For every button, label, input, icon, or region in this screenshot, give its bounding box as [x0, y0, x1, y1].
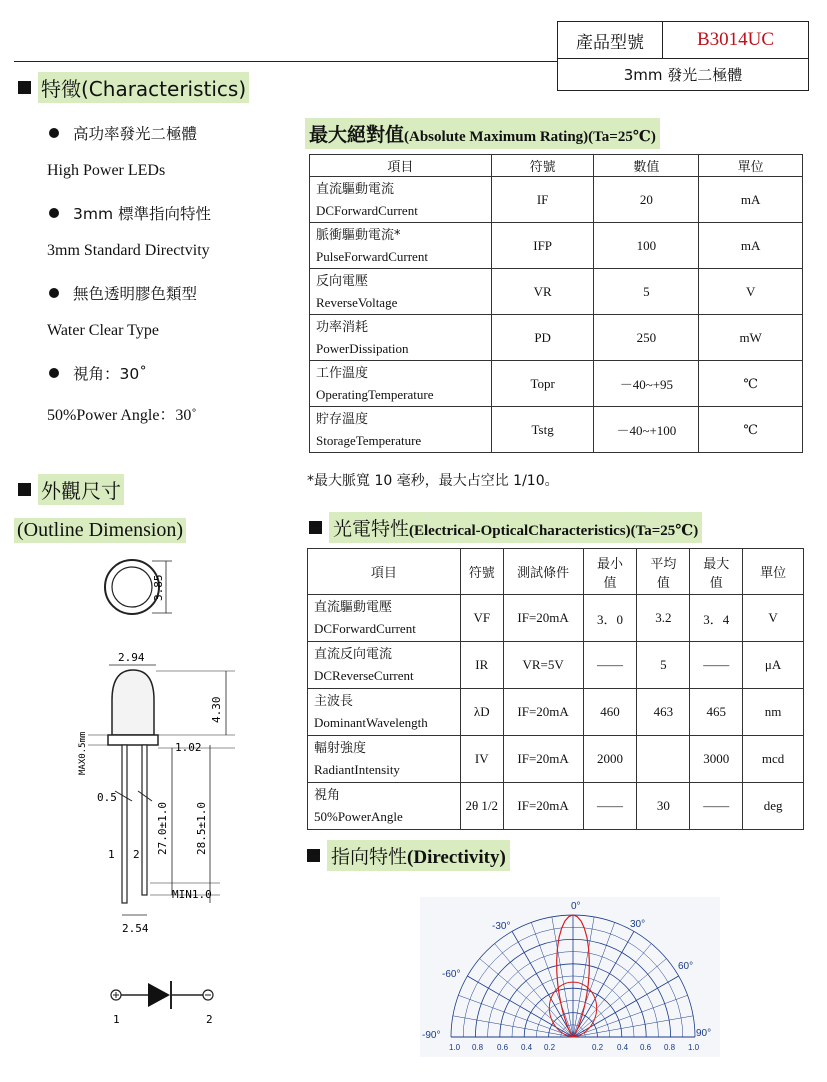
dim-lead-thickness: 0.5 — [97, 791, 117, 804]
bullet-icon — [49, 128, 59, 138]
header-cell: 測試條件 — [503, 549, 583, 595]
axis-label: 0.8 — [664, 1043, 676, 1052]
lead-long — [142, 745, 147, 895]
table-row: 主波長 DominantWavelength λD IF=20mA 460 463 465 nm — [308, 689, 804, 736]
led-lens — [112, 670, 154, 735]
char-item-1: 高功率發光二極體 — [49, 122, 197, 144]
outline-subtitle: (Outline Dimension) — [14, 518, 186, 543]
header-cell: 最小值 — [583, 549, 637, 595]
eo-heading — [309, 512, 702, 543]
char-item-4: 視角：30˚ — [49, 362, 147, 384]
table-row: 直流驅動電流 DCForwardCurrent IF 20 mA — [310, 177, 803, 223]
outline-heading — [18, 474, 124, 505]
angle-label-90: 90° — [696, 1028, 712, 1039]
directivity-polar-chart — [420, 897, 720, 1057]
header-cell: 符號 — [460, 549, 503, 595]
header-cell: 數值 — [594, 155, 699, 177]
square-bullet-icon — [307, 849, 320, 862]
table-row: 工作溫度 OperatingTemperature Topr －40~+95 ℃ — [310, 361, 803, 407]
lead-short — [122, 745, 127, 903]
abs-max-note: *最大脈寬 10 毫秒，最大占空比 1/10。 — [307, 473, 559, 489]
header-cell: 平均值 — [637, 549, 690, 595]
square-bullet-icon — [18, 483, 31, 496]
table-row: 脈衝驅動電流* PulseForwardCurrent IFP 100 mA — [310, 223, 803, 269]
table-header-row — [308, 549, 804, 595]
table-row: 貯存溫度 StorageTemperature Tstg －40~+100 ℃ — [310, 407, 803, 453]
dim-top-diameter: 3.85 — [152, 574, 165, 601]
abs-max-title-en: (Absolute Maximum Rating)(Ta=25℃) — [404, 129, 656, 145]
angle-label-30: 30° — [630, 919, 646, 930]
angle-label-0: 0° — [571, 901, 581, 912]
abs-max-title-wrap — [305, 118, 660, 149]
directivity-title: 指向特性 — [331, 846, 408, 868]
dim-lead-short: 27.0±1.0 — [156, 802, 169, 855]
outline-subtitle-wrap — [14, 518, 186, 543]
eo-title: 光電特性 — [333, 518, 410, 540]
bullet-icon — [49, 368, 59, 378]
eo-title-en: (Electrical-OpticalCharacteristics)(Ta=25℃) — [409, 523, 699, 539]
char-item-4-en: 50%Power Angle：30˚ — [47, 407, 197, 424]
axis-label: 0.4 — [521, 1043, 533, 1052]
directivity-heading — [307, 840, 510, 871]
dim-lead-long: 28.5±1.0 — [195, 802, 208, 855]
model-box — [557, 21, 809, 91]
outline-drawing — [60, 555, 260, 1035]
axis-label: 0.8 — [472, 1043, 484, 1052]
char-item-1-en: High Power LEDs — [47, 162, 166, 179]
header-cell: 單位 — [699, 155, 803, 177]
square-bullet-icon — [18, 81, 31, 94]
table-header-row — [310, 155, 803, 177]
char-item-3-en: Water Clear Type — [47, 322, 159, 339]
abs-max-table — [309, 154, 803, 453]
angle-label-neg30: -30° — [492, 921, 511, 932]
header-cell: 單位 — [743, 549, 804, 595]
bullet-icon — [49, 208, 59, 218]
char-item-3: 無色透明膠色類型 — [49, 282, 197, 304]
table-row: 直流驅動電壓 DCForwardCurrent VF IF=20mA 3．0 3.2 3．4 V — [308, 595, 804, 642]
eo-table — [307, 548, 804, 830]
axis-label: 0.2 — [544, 1043, 556, 1052]
table-row: 視角 50%PowerAngle 2θ 1/2 IF=20mA —— 30 —— deg — [308, 783, 804, 830]
angle-label-neg60: -60° — [442, 969, 461, 980]
led-flange — [108, 735, 158, 745]
dim-width: 2.94 — [118, 651, 145, 664]
axis-label: 0.6 — [497, 1043, 509, 1052]
header-cell: 最大值 — [690, 549, 743, 595]
abs-max-title: 最大絕對值 — [309, 124, 405, 146]
outline-title: 外觀尺寸 — [38, 474, 124, 505]
model-value: B3014UC — [696, 29, 775, 50]
model-desc: 3mm 發光二極體 — [623, 66, 743, 84]
pin-label-2: 2 — [133, 848, 140, 861]
diode-symbol-icon — [148, 983, 170, 1007]
characteristics-title: 特徵(Characteristics) — [38, 72, 249, 103]
table-row: 直流反向電流 DCReverseCurrent IR VR=5V —— 5 —— μA — [308, 642, 804, 689]
diode-pin-2: 2 — [206, 1013, 213, 1026]
eo-title-wrap — [329, 512, 702, 543]
axis-label: 0.2 — [592, 1043, 604, 1052]
table-row: 輻射強度 RadiantIntensity IV IF=20mA 2000 3000 mcd — [308, 736, 804, 783]
characteristics-heading — [18, 72, 249, 103]
diode-pin-1: 1 — [113, 1013, 120, 1026]
square-bullet-icon — [309, 521, 322, 534]
axis-label: 0.6 — [640, 1043, 652, 1052]
model-label: 產品型號 — [558, 22, 663, 58]
table-row: 反向電壓 ReverseVoltage VR 5 V — [310, 269, 803, 315]
char-item-2: 3mm 標準指向特性 — [49, 202, 211, 224]
header-rule — [14, 61, 557, 62]
dim-lens-height: 4.30 — [210, 696, 223, 723]
header-cell: 項目 — [310, 155, 492, 177]
pin-label-1: 1 — [108, 848, 115, 861]
header-cell: 項目 — [308, 549, 461, 595]
angle-label-60: 60° — [678, 961, 694, 972]
dim-flange: 1.02 — [175, 741, 202, 754]
top-view-circle — [105, 560, 159, 614]
angle-label-neg90: -90° — [422, 1030, 441, 1041]
directivity-title-en: (Directivity) — [407, 847, 506, 868]
abs-max-heading — [305, 118, 660, 149]
axis-label: 0.4 — [617, 1043, 629, 1052]
char-item-2-en: 3mm Standard Directvity — [47, 242, 210, 259]
axis-label: 1.0 — [449, 1043, 461, 1052]
dim-max-flange: MAX0.5mm — [78, 731, 88, 775]
axis-label: 1.0 — [688, 1043, 700, 1052]
bullet-icon — [49, 288, 59, 298]
directivity-title-wrap — [327, 840, 510, 871]
header-cell: 符號 — [491, 155, 594, 177]
dim-min: MIN1.0 — [172, 888, 212, 901]
dim-pitch: 2.54 — [122, 922, 149, 935]
table-row: 功率消耗 PowerDissipation PD 250 mW — [310, 315, 803, 361]
